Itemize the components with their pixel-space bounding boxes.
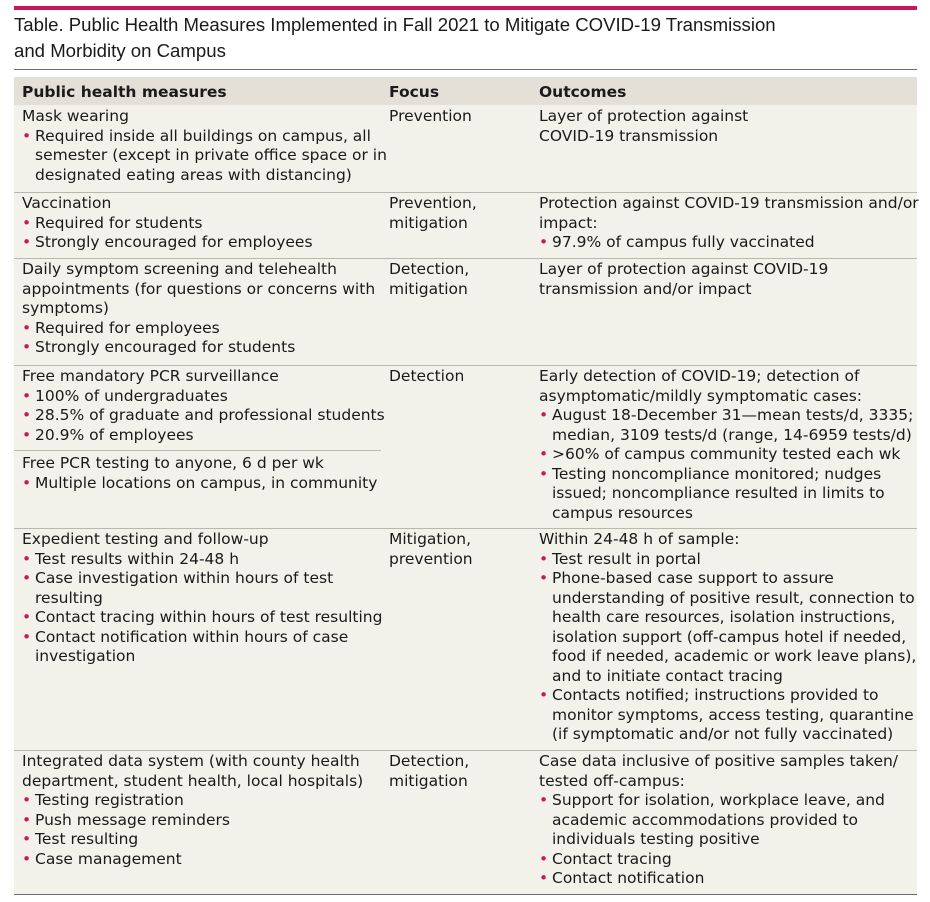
focus-cell [389,530,529,569]
measure-bullet [22,338,377,358]
measure-bullet-line: • Strongly encouraged for students [35,338,296,356]
outcome-bullet-line: • Test result in portal [552,549,701,568]
public-health-table [14,77,917,894]
measure-bullet [22,126,387,186]
focus-line: mitigation [389,213,468,232]
measure-bullet-line: • Required for employees [35,318,220,337]
outcome-bullet [539,850,914,870]
outcome-cell [539,107,914,146]
outcome-bullet-line: • >60% of campus community tested each wk [552,445,901,463]
outcome-cell [539,260,914,299]
outcome-bullet [539,406,914,445]
measure-bullet-line: • Contact notification within hours of case [35,627,349,646]
measure-bullet [22,830,377,850]
measure-bullet [22,791,377,811]
measure-title: Mask wearing [22,107,129,125]
measure-bullet-line: designated eating areas with distancing) [35,165,352,184]
measure-line: symptoms) [22,299,109,317]
outcome-bullet [539,686,914,745]
table-header-row [14,77,917,105]
measure-cell [22,752,377,869]
outcome-line: Protection against COVID-19 transmission and/or [539,194,919,212]
outcome-bullet-line: and to initiate contact tracing [552,666,783,685]
outcome-line: tested off-campus: [539,771,685,790]
row-separator [14,365,917,366]
measure-bullet [22,569,377,608]
measure-bullet-line: • 28.5% of graduate and professional students [35,406,385,424]
outcome-bullet-line: campus resources [552,503,693,522]
measure-bullet [22,550,377,570]
focus-line: Prevention [389,107,472,125]
focus-line: mitigation [389,279,468,298]
focus-cell [389,367,529,387]
measure-bullet-line: investigation [35,647,136,665]
table-title-line-2: and Morbidity on Campus [14,40,226,61]
measure-bullet-line: • Case investigation within hours of test [35,569,334,587]
outcome-cell [539,194,919,253]
measure-line: Integrated data system (with county health [22,752,360,770]
outcome-bullet [539,791,914,850]
measure-bullet-line: • Contact tracing within hours of test resulting [35,608,383,626]
focus-line: Detection [389,367,465,385]
measure-line: Daily symptom screening and telehealth [22,260,337,278]
measure-bullet [22,608,383,628]
outcome-bullet [539,569,917,686]
header-measures: Public health measures [22,83,227,101]
measure-bullet-line: • Required for students [35,213,203,232]
outcome-line: impact: [539,213,598,232]
outcome-bullet-line: isolation support (off-campus hotel if needed, [552,627,907,646]
table-bottom-rule [14,894,917,895]
measure-bullet [22,319,377,339]
measure-title: Expedient testing and follow-up [22,530,269,548]
measure-bullet-line: • 100% of undergraduates [35,386,228,405]
measure-cell [22,107,387,185]
outcome-bullet-line: • 97.9% of campus fully vaccinated [552,233,815,251]
measure-bullet [22,628,377,667]
measure-cell [22,530,383,667]
measure-cell [22,367,385,445]
row-separator [14,192,917,193]
outcome-cell [539,367,914,523]
outcome-bullet [539,869,914,889]
measure-cell-secondary [22,454,377,493]
outcome-cell [539,530,917,745]
outcome-bullet-line: food if needed, academic or work leave plans), [552,647,917,665]
measure-title: Free PCR testing to anyone, 6 d per wk [22,454,324,472]
focus-line: Detection, [389,752,470,770]
measure-bullet-line: • 20.9% of employees [35,425,194,444]
row-separator [14,750,917,751]
measure-bullet [22,426,377,446]
measure-bullet [22,811,377,831]
measure-title: Vaccination [22,194,112,212]
focus-cell [389,752,529,791]
outcome-bullet-line: understanding of positive result, connection to [552,588,915,607]
header-focus: Focus [389,83,440,101]
measure-bullet-line: • Multiple locations on campus, in community [35,473,378,492]
outcome-bullet-line: academic accommodations provided to [552,810,859,829]
row-separator [14,258,917,259]
measure-bullet [22,850,377,870]
measure-bullet-line: • Test results within 24-48 h [35,549,240,568]
sub-row-separator [14,450,381,451]
outcome-bullet-line: • Contact notification [552,869,705,887]
measure-bullet [22,406,385,426]
outcome-line: COVID-19 transmission [539,126,719,145]
outcome-line: transmission and/or impact [539,279,752,298]
measure-bullet-line: • Push message reminders [35,810,230,829]
outcome-line: Early detection of COVID-19; detection of [539,367,860,385]
measure-bullet-line: • Testing registration [35,791,184,809]
outcome-line: Layer of protection against [539,107,749,125]
measure-bullet-line: • Strongly encouraged for employees [35,233,313,251]
accent-top-bar [14,6,917,10]
focus-line: mitigation [389,771,468,790]
table-title [14,12,914,64]
measure-line: appointments (for questions or concerns with [22,279,376,298]
measure-bullet-line: • Case management [35,849,182,868]
measure-title: Free mandatory PCR surveillance [22,367,279,385]
focus-line: prevention [389,549,473,568]
measure-cell [22,260,377,358]
outcome-bullet-line: • Contact tracing [552,849,672,868]
outcome-line: Within 24-48 h of sample: [539,530,740,548]
table-title-line-1: Table. Public Health Measures Implemented in Fall 2021 to Mitigate COVID-19 Transmission [14,14,776,35]
outcome-bullet [539,550,914,570]
measure-bullet [22,214,377,234]
outcome-bullet-line: • August 18-December 31—mean tests/d, 3335; [552,406,914,424]
measure-bullet [22,387,377,407]
measure-bullet-line: resulting [35,588,103,607]
measure-bullet [22,233,377,253]
focus-line: Detection, [389,260,470,278]
measure-bullet-line: semester (except in private office space or in [35,146,387,164]
outcome-line: Layer of protection against COVID-19 [539,260,829,278]
outcome-bullet-line: • Testing noncompliance monitored; nudges [552,464,882,483]
outcome-bullet-line: monitor symptoms, access testing, quarantine [552,705,914,724]
outcome-bullet-line: • Support for isolation, workplace leave, and [552,791,885,809]
outcome-bullet-line: issued; noncompliance resulted in limits to [552,484,885,502]
measure-bullet-line: • Required inside all buildings on campus, all [35,126,371,145]
outcome-line: asymptomatic/mildly symptomatic cases: [539,386,863,405]
measure-bullet [22,474,377,494]
outcome-bullet-line: individuals testing positive [552,830,760,848]
outcome-line: Case data inclusive of positive samples taken/ [539,752,899,770]
outcome-cell [539,752,914,889]
outcome-bullet-line: • Contacts notified; instructions provided to [552,686,879,704]
measure-line: department, student health, local hospitals) [22,771,364,790]
outcome-bullet-line: median, 3109 tests/d (range, 14-6959 tests/d) [552,425,912,444]
outcome-bullet [539,445,914,465]
outcome-bullet-line: (if symptomatic and/or not fully vaccinated) [552,725,894,743]
measure-cell [22,194,377,253]
title-rule [14,69,917,70]
focus-cell [389,107,529,127]
header-outcomes: Outcomes [539,83,627,101]
focus-line: Mitigation, [389,530,472,548]
outcome-bullet [539,465,914,524]
focus-line: Prevention, [389,194,477,212]
outcome-bullet-line: • Phone-based case support to assure [552,569,834,587]
focus-cell [389,194,529,233]
outcome-bullet-line: health care resources, isolation instructions, [552,608,896,626]
outcome-bullet [539,233,914,253]
measure-bullet-line: • Test resulting [35,830,139,848]
row-separator [14,528,917,529]
focus-cell [389,260,529,299]
